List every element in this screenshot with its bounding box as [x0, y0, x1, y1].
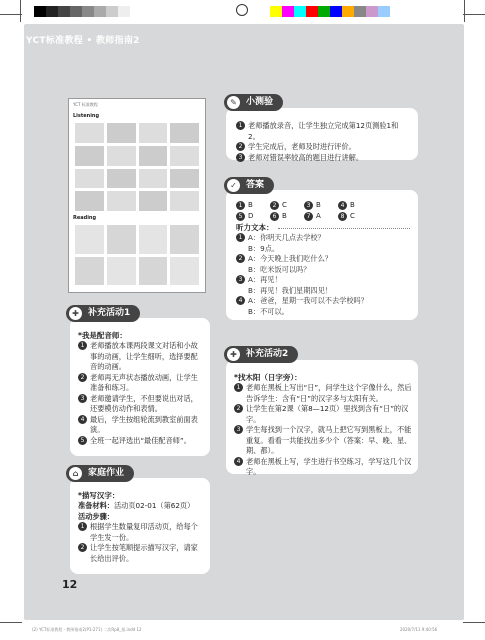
quiz-item: 2 学生完成后，老师及时进行评价。 — [236, 142, 410, 153]
divider — [278, 228, 411, 229]
crop-mark — [463, 14, 485, 15]
quiz-card — [226, 108, 418, 160]
page-number: 12 — [62, 578, 78, 591]
thumbnail-image-grid — [75, 123, 199, 211]
crop-mark — [463, 622, 485, 623]
script-line: B：吃米饭可以吗？ — [248, 264, 311, 274]
homework-item: 1 根据学生数量复印活动页，给每个学生发一份。 — [78, 522, 204, 543]
supplementary-activity-2-card — [226, 360, 418, 474]
quiz-item: 1 老师播放录音，让学生独立完成第12页测验1和2。 — [236, 121, 410, 142]
crop-mark — [0, 622, 22, 623]
homework-subtitle: *描写汉字： — [78, 491, 120, 500]
listening-script-title: 听力文本： — [236, 223, 274, 232]
color-bar — [270, 6, 390, 17]
activity-1-item: 3 老师邀请学生，不但要说出对话，还要模仿动作和表情。 — [78, 394, 204, 415]
script-line: B：再见！我们星期四见！ — [248, 285, 332, 295]
crop-mark — [464, 0, 465, 22]
homework-item: 2 让学生按笔顺提示描写汉字，请家长给出评价。 — [78, 543, 204, 564]
color-bar — [34, 6, 130, 17]
answers-title: ✓ 答案 — [224, 177, 274, 194]
script-line: B：9点。 — [248, 243, 280, 253]
activity-2-item: 4 老师在黑板上写，学生进行书空练习，学写这几个汉字。 — [234, 457, 412, 478]
supplementary-activity-1-card — [70, 318, 210, 456]
answers-card — [226, 190, 418, 320]
footer-timestamp: 2020/7/11 9:40:56 — [400, 627, 438, 632]
textbook-page-thumbnail — [68, 98, 206, 293]
puzzle-icon: ✚ — [227, 348, 240, 361]
homework-steps-label: 活动步骤： — [78, 511, 114, 521]
activity-1-item: 4 最后，学生按组轮流到教室前面表演。 — [78, 415, 204, 436]
homework-card — [70, 478, 210, 574]
activity-2-item: 3 学生每找到一个汉字，就马上把它写到黑板上，不能重复。看看一共能找出多少个（答案：早、晚、星、期、都）。 — [234, 425, 412, 457]
homework-materials: 准备材料： 活动页02-01（第62页） — [78, 501, 195, 510]
registration-mark — [236, 4, 248, 16]
quiz-icon: ✎ — [227, 96, 240, 109]
thumbnail-title: YCT 标准教程 — [73, 102, 98, 107]
house-icon: ⌂ — [69, 467, 82, 480]
activity-1-item: 5 全班一起评选出“最佳配音师”。 — [78, 436, 204, 447]
script-line: 1 A：你明天几点去学校？ — [236, 233, 410, 244]
activity-2-item: 1 老师在黑板上写出“日”，问学生这个字像什么，然后告诉学生：含有“日”的汉字多与太阳有关。 — [234, 383, 412, 404]
answer-row: 5 D 6 B 7 A 8 C — [236, 211, 410, 222]
footer-file-info: (2) YCT标准教程 - 教师指南2(P1-271) 二次Rp8_基.indd 12 — [32, 627, 142, 632]
activity-2-item: 2 让学生在第2课（第8—12页）里找到含有“日”的汉字。 — [234, 404, 412, 425]
homework-title: ⌂ 家庭作业 — [66, 465, 134, 482]
script-line: 4 A：爸爸，星期一我可以不去学校吗？ — [236, 296, 410, 307]
activity-2-subtitle: *找木阳（日字旁）： — [234, 373, 302, 382]
page-header: YCT标准教程 • 教师指南2 — [26, 36, 140, 46]
script-line: B：不可以。 — [248, 306, 289, 316]
script-line: 3 A：再见！ — [236, 275, 410, 286]
activity-1-subtitle: *我是配音师： — [78, 331, 127, 340]
crop-mark — [0, 14, 22, 15]
answer-row: 1 B 2 C 3 B 4 B — [236, 200, 410, 211]
supplementary-activity-2-title: ✚ 补充活动2 — [224, 346, 298, 363]
quiz-item: 3 老师对错误率较高的题目进行讲解。 — [236, 153, 410, 164]
thumbnail-section-listening: Listening — [73, 113, 100, 119]
thumbnail-reading-grid — [75, 225, 199, 285]
thumbnail-section-reading: Reading — [73, 215, 97, 221]
activity-1-item: 2 老师再无声状态播放动画，让学生准备和练习。 — [78, 373, 204, 394]
crop-mark — [20, 0, 21, 22]
script-line: 2 A：今天晚上我们吃什么？ — [236, 254, 410, 265]
quiz-title: ✎ 小测验 — [224, 94, 283, 111]
puzzle-icon: ✚ — [69, 307, 82, 320]
supplementary-activity-1-title: ✚ 补充活动1 — [66, 305, 140, 322]
answers-icon: ✓ — [227, 179, 240, 192]
activity-1-item: 1 老师播放本课两段课文对话和小故事的动画，让学生细听，选择要配音的动画。 — [78, 341, 204, 373]
